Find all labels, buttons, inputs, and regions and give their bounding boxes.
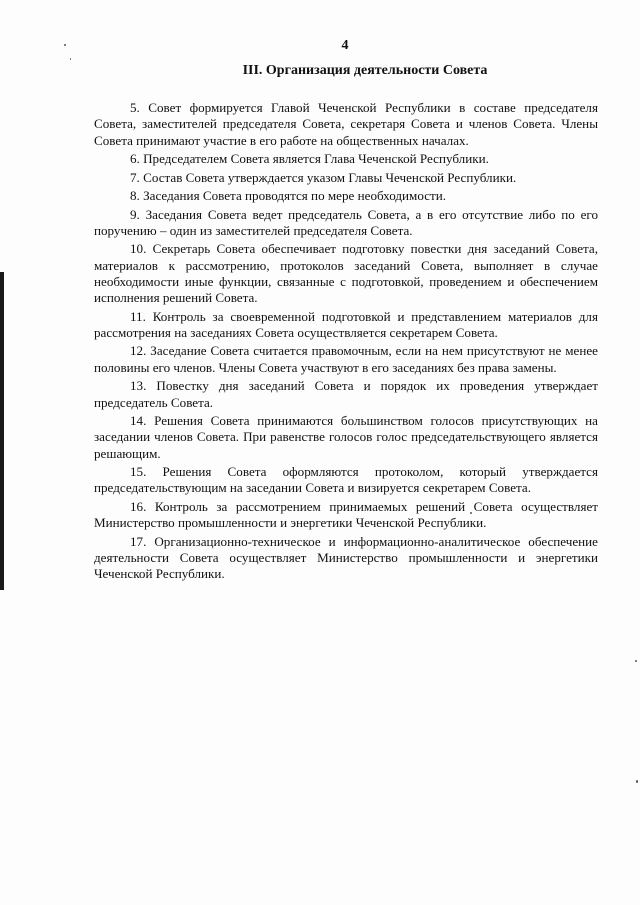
paragraph-13: 13. Повестку дня заседаний Совета и порядок их проведения утверждает председатель Совета.: [94, 378, 598, 410]
paragraph-6: 6. Председателем Совета является Глава Чеченской Республики.: [130, 151, 489, 167]
paragraph-9: 9. Заседания Совета ведет председатель Совета, а в его отсутствие либо по его поручению – один из заместителей председателя Совета.: [94, 206, 598, 238]
paragraph-11: 11. Контроль за своевременной подготовкой и представлением материалов для рассмотрения на заседаниях Совета осуществляется секретарем Совета.: [94, 308, 598, 340]
scan-edge-mark: [0, 272, 4, 590]
paragraph-15: 15. Решения Совета оформляются протоколом, который утверждается председательствующим на заседании Совета и визируется секретарем Совета.: [94, 464, 598, 496]
page-number: 4: [341, 38, 349, 53]
scan-speck: [70, 58, 71, 60]
paragraph-8: 8. Заседания Совета проводятся по мере необходимости.: [130, 188, 447, 204]
paragraph-14: 14. Решения Совета принимаются большинством голосов присутствующих на заседании членов Совета. При равенстве голосов голос председательствующего является решающим.: [94, 413, 598, 461]
paragraph-16: 16. Контроль за рассмотрением принимаемых решений Совета осуществляет Министерство промышленности и энергетики Чеченской Республики.: [94, 498, 598, 531]
paragraph-5: 5. Совет формируется Главой Чеченской Республики в составе председателя Совета, заместителей председателя Совета, секретаря Совета и членов Совета. Члены Совета принимают участие в его работе на общественных началах.: [94, 100, 598, 148]
scan-speck: [635, 660, 637, 662]
section-title: III. Организация деятельности Совета: [242, 63, 488, 78]
paragraph-12: 12. Заседание Совета считается правомочным, если на нем присутствуют не менее половины его членов. Члены Совета участвуют в его заседаниях без права замены.: [94, 343, 598, 375]
paragraph-10: 10. Секретарь Совета обеспечивает подготовку повестки дня заседаний Совета, материалов к рассмотрению, протоколов заседаний Совета, выполняет в случае необходимости иные функции, связанные с подготовкой, проведением и обеспечением исполнения решений Совета.: [94, 241, 598, 306]
scan-speck: [636, 780, 638, 783]
paragraph-7: 7. Состав Совета утверждается указом Главы Чеченской Республики.: [130, 169, 517, 185]
paragraph-17: 17. Организационно-техническое и информационно-аналитическое обеспечение деятельности Совета осуществляет Министерство промышленности и энергетики Чеченской Республики.: [94, 533, 598, 582]
body-text: [94, 100, 598, 585]
